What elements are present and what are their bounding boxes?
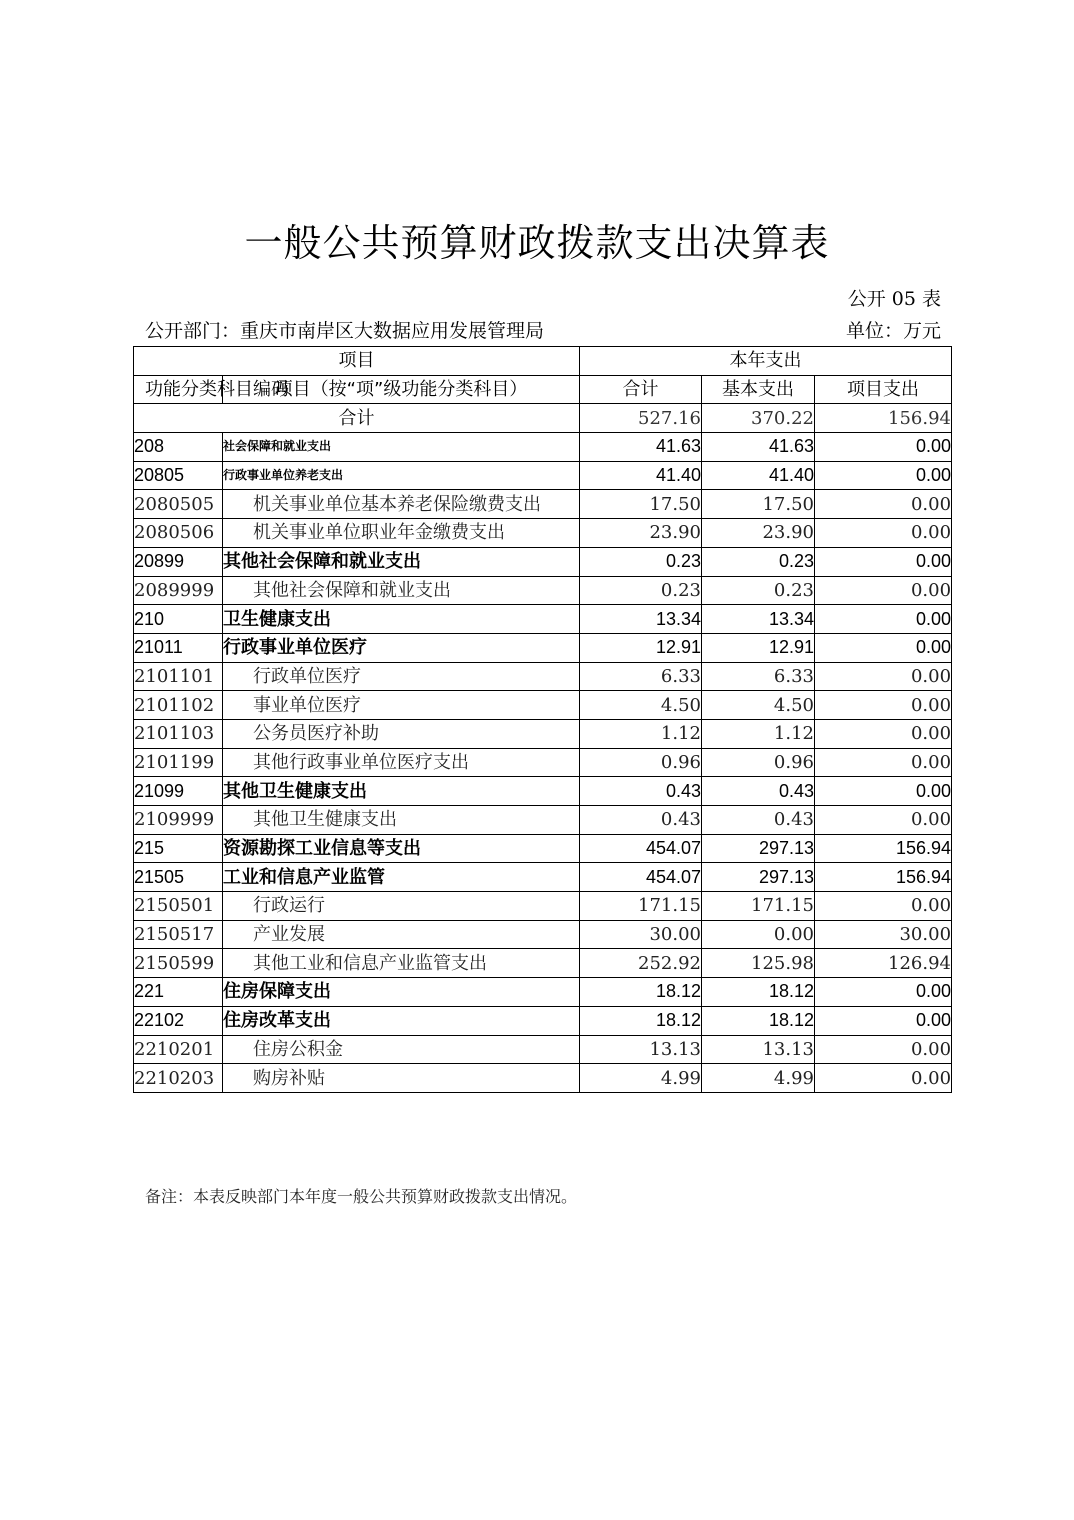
row-name: 行政事业单位养老支出 — [223, 461, 580, 490]
row-project: 0.00 — [815, 892, 952, 921]
row-code: 2210201 — [134, 1035, 223, 1064]
header-basic: 基本支出 — [702, 375, 815, 404]
row-code: 2150517 — [134, 920, 223, 949]
row-basic: 0.43 — [702, 777, 815, 806]
row-name: 住房改革支出 — [223, 1006, 580, 1035]
row-total: 0.43 — [580, 806, 702, 835]
header-group-expense: 本年支出 — [580, 347, 952, 376]
row-name: 其他社会保障和就业支出 — [223, 547, 580, 576]
row-code: 221 — [134, 978, 223, 1007]
row-name: 住房保障支出 — [223, 978, 580, 1007]
row-basic: 0.43 — [702, 806, 815, 835]
row-code: 21099 — [134, 777, 223, 806]
table-row — [134, 777, 952, 806]
row-code: 208 — [134, 433, 223, 462]
footnote: 备注：本表反映部门本年度一般公共预算财政拨款支出情况。 — [145, 1187, 578, 1206]
row-name: 其他卫生健康支出 — [223, 806, 580, 835]
row-total: 0.23 — [580, 547, 702, 576]
row-name: 机关事业单位职业年金缴费支出 — [223, 519, 580, 548]
row-project: 0.00 — [815, 461, 952, 490]
row-basic: 13.34 — [702, 605, 815, 634]
table-row — [134, 547, 952, 576]
table-row — [134, 806, 952, 835]
table-row — [134, 920, 952, 949]
row-code: 215 — [134, 834, 223, 863]
row-code: 2080505 — [134, 490, 223, 519]
row-total: 0.43 — [580, 777, 702, 806]
row-basic: 0.96 — [702, 748, 815, 777]
row-project: 0.00 — [815, 719, 952, 748]
row-basic: 0.00 — [702, 920, 815, 949]
row-total: 41.40 — [580, 461, 702, 490]
row-name: 住房公积金 — [223, 1035, 580, 1064]
row-project: 0.00 — [815, 433, 952, 462]
total-project: 156.94 — [815, 404, 952, 433]
row-total: 18.12 — [580, 978, 702, 1007]
row-code: 2101103 — [134, 719, 223, 748]
row-basic: 125.98 — [702, 949, 815, 978]
row-code: 20805 — [134, 461, 223, 490]
row-code: 2150501 — [134, 892, 223, 921]
row-basic: 41.63 — [702, 433, 815, 462]
row-code: 21011 — [134, 633, 223, 662]
row-total: 454.07 — [580, 834, 702, 863]
row-project: 0.00 — [815, 490, 952, 519]
row-name: 卫生健康支出 — [223, 605, 580, 634]
row-total: 17.50 — [580, 490, 702, 519]
row-total: 0.23 — [580, 576, 702, 605]
row-project: 0.00 — [815, 633, 952, 662]
row-code: 22102 — [134, 1006, 223, 1035]
row-total: 0.96 — [580, 748, 702, 777]
table-row — [134, 949, 952, 978]
row-basic: 12.91 — [702, 633, 815, 662]
table-row — [134, 633, 952, 662]
row-basic: 0.23 — [702, 576, 815, 605]
row-code: 2101199 — [134, 748, 223, 777]
row-basic: 13.13 — [702, 1035, 815, 1064]
table-row — [134, 863, 952, 892]
row-code: 2080506 — [134, 519, 223, 548]
row-basic: 23.90 — [702, 519, 815, 548]
row-basic: 0.23 — [702, 547, 815, 576]
row-project: 126.94 — [815, 949, 952, 978]
row-name: 产业发展 — [223, 920, 580, 949]
table-row — [134, 892, 952, 921]
table-row — [134, 461, 952, 490]
row-basic: 41.40 — [702, 461, 815, 490]
row-total: 13.13 — [580, 1035, 702, 1064]
row-basic: 1.12 — [702, 719, 815, 748]
header-total: 合计 — [580, 375, 702, 404]
row-total: 171.15 — [580, 892, 702, 921]
row-code: 2109999 — [134, 806, 223, 835]
table-row — [134, 433, 952, 462]
row-total: 12.91 — [580, 633, 702, 662]
row-basic: 17.50 — [702, 490, 815, 519]
row-name: 其他工业和信息产业监管支出 — [223, 949, 580, 978]
row-project: 0.00 — [815, 1006, 952, 1035]
row-total: 252.92 — [580, 949, 702, 978]
table-row — [134, 490, 952, 519]
row-project: 0.00 — [815, 806, 952, 835]
row-project: 30.00 — [815, 920, 952, 949]
row-name: 其他行政事业单位医疗支出 — [223, 748, 580, 777]
row-total: 6.33 — [580, 662, 702, 691]
row-project: 0.00 — [815, 547, 952, 576]
row-basic: 297.13 — [702, 863, 815, 892]
row-total: 4.50 — [580, 691, 702, 720]
total-row — [134, 404, 952, 433]
row-name: 行政运行 — [223, 892, 580, 921]
total-amount: 527.16 — [580, 404, 702, 433]
row-total: 1.12 — [580, 719, 702, 748]
department-label: 公开部门：重庆市南岸区大数据应用发展管理局 — [145, 320, 545, 342]
row-project: 0.00 — [815, 691, 952, 720]
row-total: 18.12 — [580, 1006, 702, 1035]
row-basic: 4.99 — [702, 1064, 815, 1093]
row-total: 4.99 — [580, 1064, 702, 1093]
table-row — [134, 719, 952, 748]
total-basic: 370.22 — [702, 404, 815, 433]
table-row — [134, 834, 952, 863]
row-name: 行政单位医疗 — [223, 662, 580, 691]
row-project: 0.00 — [815, 662, 952, 691]
row-total: 30.00 — [580, 920, 702, 949]
row-basic: 18.12 — [702, 978, 815, 1007]
row-basic: 6.33 — [702, 662, 815, 691]
header-project: 项目支出 — [815, 375, 952, 404]
row-project: 0.00 — [815, 748, 952, 777]
row-name: 其他社会保障和就业支出 — [223, 576, 580, 605]
row-basic: 171.15 — [702, 892, 815, 921]
row-basic: 4.50 — [702, 691, 815, 720]
header-name: 项目（按“项”级功能分类科目） — [223, 375, 580, 404]
row-name: 事业单位医疗 — [223, 691, 580, 720]
row-project: 0.00 — [815, 519, 952, 548]
row-total: 13.34 — [580, 605, 702, 634]
row-name: 社会保障和就业支出 — [223, 433, 580, 462]
row-code: 2210203 — [134, 1064, 223, 1093]
row-project: 156.94 — [815, 834, 952, 863]
row-code: 20899 — [134, 547, 223, 576]
row-total: 23.90 — [580, 519, 702, 548]
row-project: 0.00 — [815, 1035, 952, 1064]
table-row — [134, 519, 952, 548]
table-row — [134, 1064, 952, 1093]
row-code: 2150599 — [134, 949, 223, 978]
unit-label: 单位：万元 — [845, 320, 941, 342]
table-row — [134, 576, 952, 605]
row-name: 公务员医疗补助 — [223, 719, 580, 748]
row-project: 0.00 — [815, 777, 952, 806]
row-project: 0.00 — [815, 1064, 952, 1093]
form-number: 公开 05 表 — [847, 288, 941, 310]
table-row — [134, 1006, 952, 1035]
row-name: 其他卫生健康支出 — [223, 777, 580, 806]
row-code: 21505 — [134, 863, 223, 892]
total-label: 合计 — [134, 404, 580, 433]
row-basic: 18.12 — [702, 1006, 815, 1035]
row-total: 454.07 — [580, 863, 702, 892]
row-code: 210 — [134, 605, 223, 634]
row-project: 0.00 — [815, 576, 952, 605]
row-name: 购房补贴 — [223, 1064, 580, 1093]
table-row — [134, 662, 952, 691]
page-title: 一般公共预算财政拨款支出决算表 — [244, 221, 830, 265]
header-group-item: 项目 — [134, 347, 580, 376]
table-row — [134, 691, 952, 720]
row-name: 行政事业单位医疗 — [223, 633, 580, 662]
row-project: 0.00 — [815, 605, 952, 634]
row-project: 0.00 — [815, 978, 952, 1007]
row-code: 2089999 — [134, 576, 223, 605]
row-project: 156.94 — [815, 863, 952, 892]
row-basic: 297.13 — [702, 834, 815, 863]
row-name: 资源勘探工业信息等支出 — [223, 834, 580, 863]
table-row — [134, 1035, 952, 1064]
row-total: 41.63 — [580, 433, 702, 462]
row-code: 2101102 — [134, 691, 223, 720]
expenditure-table — [133, 346, 952, 1093]
table-row — [134, 605, 952, 634]
table-row — [134, 748, 952, 777]
row-name: 机关事业单位基本养老保险缴费支出 — [223, 490, 580, 519]
header-code: 功能分类科目编码 — [134, 375, 223, 404]
table-row — [134, 978, 952, 1007]
row-name: 工业和信息产业监管 — [223, 863, 580, 892]
row-code: 2101101 — [134, 662, 223, 691]
